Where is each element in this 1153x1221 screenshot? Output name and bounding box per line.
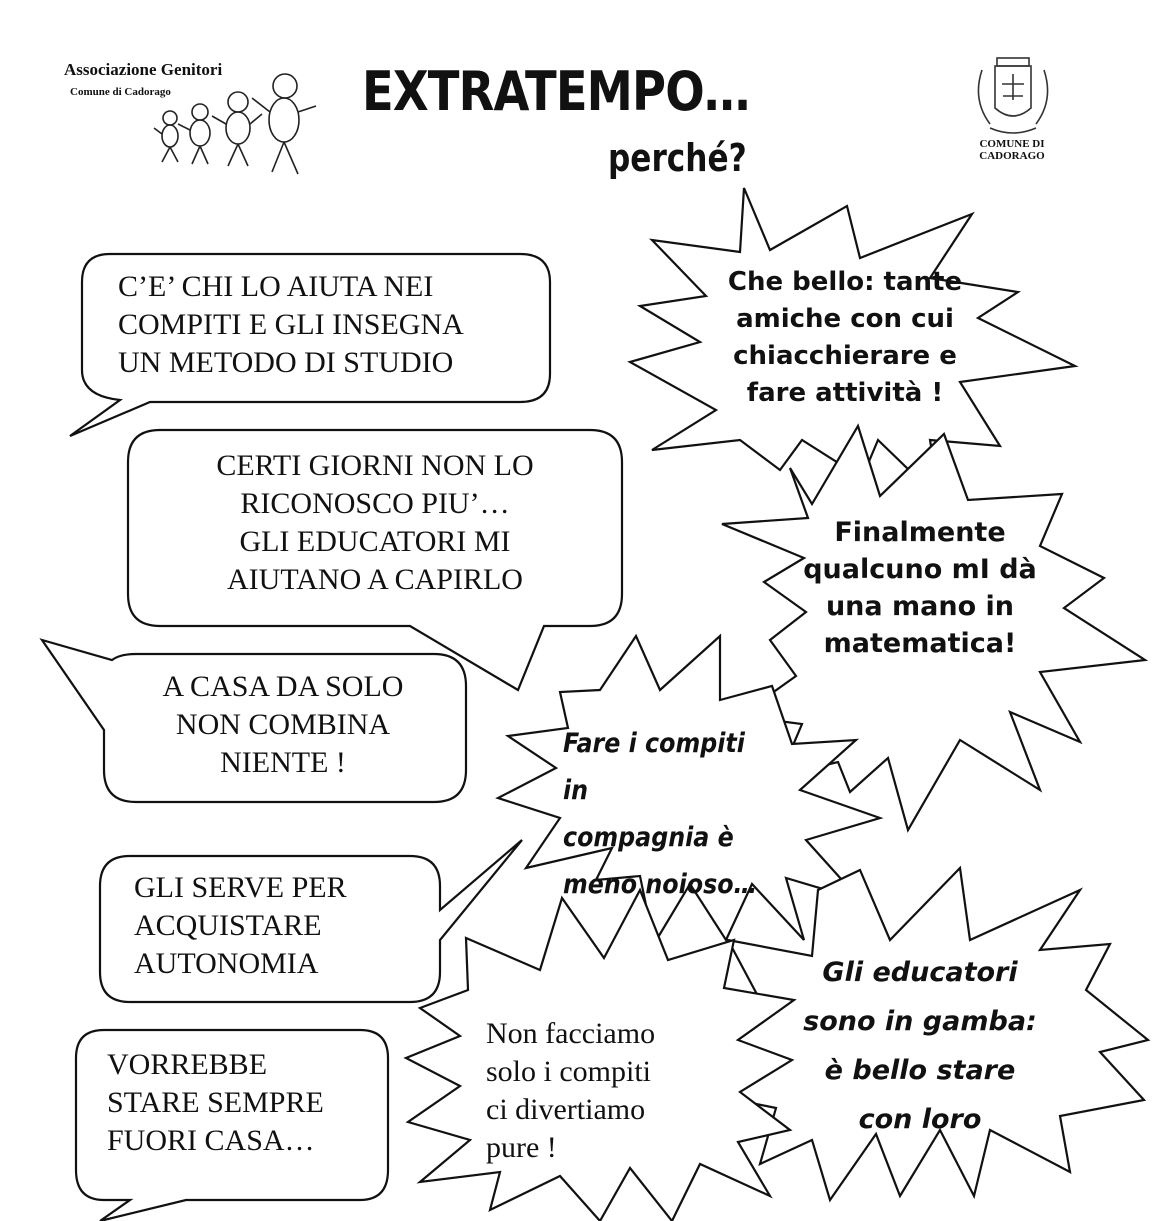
- speech-bubble-text-4: GLI SERVE PER ACQUISTARE AUTONOMIA: [134, 871, 347, 980]
- speech-bubble-text-1: C’E’ CHI LO AIUTA NEI COMPITI E GLI INSEGNA UN METODO DI STUDIO: [118, 270, 464, 379]
- association-subtitle: Comune di Cadorago: [70, 86, 171, 98]
- family-stick-figures-icon: [154, 74, 316, 174]
- burst-bubble-text-5: Non facciamo solo i compiti ci divertiamo pure !: [486, 1017, 656, 1164]
- burst-bubble-text-4: Gli educatori sono in gamba: è bello stare con loro: [803, 957, 1037, 1135]
- speech-bubble-text-2: CERTI GIORNI NON LO RICONOSCO PIU’… GLI EDUCATORI MI AIUTANO A CAPIRLO: [216, 449, 534, 596]
- burst-bubble-text-3: Fare i compiti in compagnia è meno noioso…: [563, 728, 758, 900]
- page-subtitle: perché?: [608, 136, 747, 180]
- municipal-crest-icon: [978, 58, 1047, 133]
- burst-bubble-text-2: Finalmente qualcuno mI dà una mano in matematica!: [803, 517, 1037, 659]
- association-name: Associazione Genitori: [64, 60, 223, 79]
- comune-label: COMUNE DI CADORAGO: [979, 138, 1045, 162]
- page-title: EXTRATEMPO…: [362, 60, 750, 123]
- speech-bubble-text-3: A CASA DA SOLO NON COMBINA NIENTE !: [162, 670, 404, 779]
- speech-bubble-text-5: VORREBBE STARE SEMPRE FUORI CASA…: [107, 1048, 324, 1157]
- burst-bubble-text-1: Che bello: tante amiche con cui chiacchierare e fare attività !: [727, 267, 963, 408]
